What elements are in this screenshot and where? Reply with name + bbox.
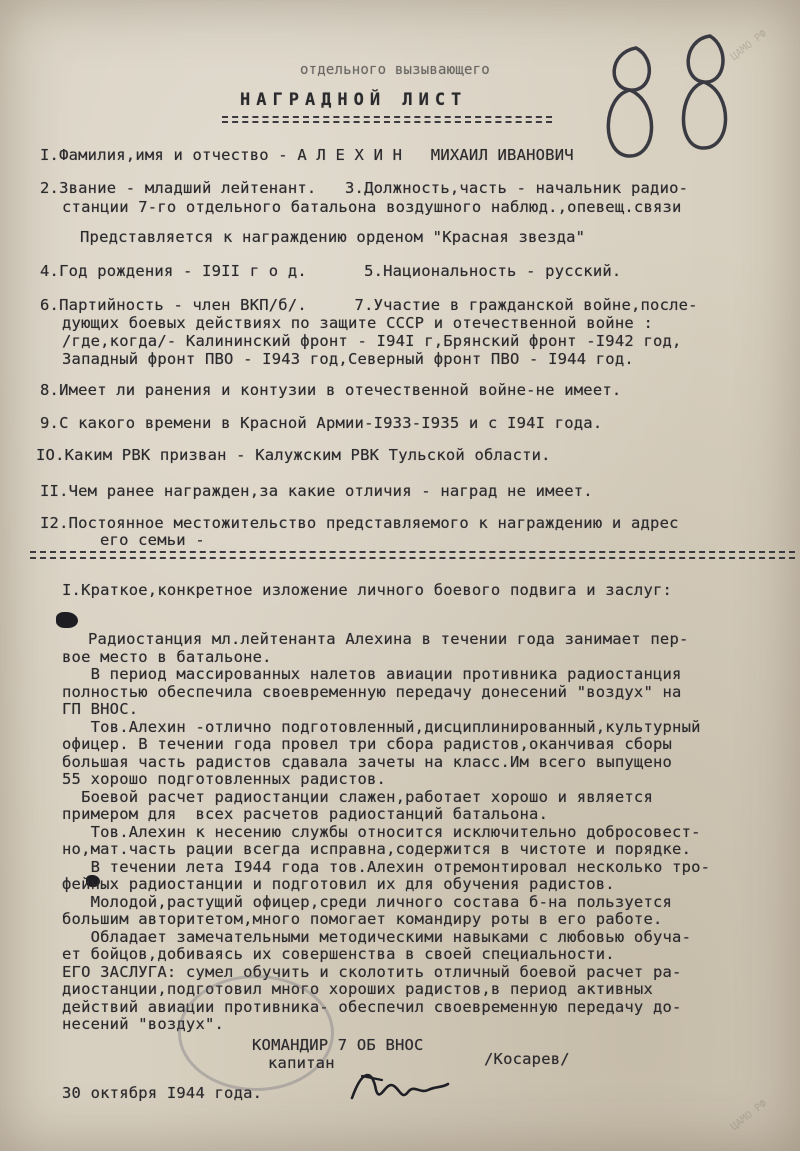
- section-separator-2: [30, 557, 795, 559]
- field-party-participation: 6.Партийность - член ВКП/б/. 7.Участие в гражданской войне,после-: [40, 296, 698, 314]
- document-title: НАГРАДНОЙ ЛИСТ: [240, 90, 468, 110]
- commander-title: КОМАНДИР 7 ОБ ВНОС: [252, 1036, 424, 1054]
- body-line: но,мат.часть рации всегда исправна,содержится в чистоте и порядке.: [62, 840, 692, 858]
- body-line: Молодой,растущий офицер,среди личного состава б-на пользуется: [62, 893, 673, 911]
- body-line: Радиостанция мл.лейтенанта Алехина в течении года занимает пер-: [88, 630, 689, 648]
- body-line: Тов.Алехин -отлично подготовленный,дисциплинированный,культурный: [62, 718, 701, 736]
- official-stamp: [178, 975, 334, 1091]
- field-birth-nationality: 4.Год рождения - I9II г о д. 5.Национальность - русский.: [40, 262, 622, 280]
- body-line: В течении лета I944 года тов.Алехин отремонтировал несколько тро-: [62, 858, 711, 876]
- body-line: большим авторитетом,много помогает командиру роты в его работе.: [62, 910, 663, 928]
- commander-name: /Косарев/: [484, 1050, 570, 1068]
- body-line: диостанции,подготовил много хороших радистов,в период активных: [62, 980, 653, 998]
- nomination-line: Представляется к награждению орденом "Красная звезда": [80, 228, 586, 246]
- body-line: ет бойцов,добиваясь их совершенства в своей специальности.: [62, 945, 615, 963]
- body-line: большая часть радистов сдавала зачеты на класс.Им всего выпущено: [62, 753, 673, 771]
- field-conscription: IO.Каким РВК призван - Калужским РВК Тульской области.: [36, 446, 551, 464]
- body-line: фейных радиостанции и подготовил их для обучения радистов.: [62, 875, 615, 893]
- section-heading: I.Краткое,конкретное изложение личного боевого подвига и заслуг:: [62, 581, 673, 599]
- body-line: Обладает замечательными методическими навыками с любовью обуча-: [62, 928, 692, 946]
- body-line: примером для всех расчетов радиостанций батальона.: [62, 805, 549, 823]
- document-date: 30 октября I944 года.: [62, 1084, 263, 1102]
- field-rank-position: 2.Звание - младший лейтенант. 3.Должность,часть - начальник радио-: [40, 179, 689, 197]
- faint-header-text: отдельного вызывающего: [300, 62, 490, 78]
- archive-watermark: ЦАМО РФ: [729, 1098, 770, 1133]
- title-underline-2: [222, 121, 552, 123]
- field-residence-cont: его семьи -: [100, 531, 205, 549]
- handwritten-number-88: [598, 18, 758, 168]
- body-line: Боевой расчет радиостанции слажен,работает хорошо и является: [62, 788, 653, 806]
- body-line: действий авиации противника- обеспечил своевременную передачу до-: [62, 998, 682, 1016]
- body-line: Тов.Алехин к несению службы относится исключительно добросовест-: [62, 823, 701, 841]
- field-residence: I2.Постоянное местожительство представляемого к награждению и адрес: [40, 514, 679, 532]
- body-line: ГП ВНОС.: [62, 700, 139, 718]
- commander-rank: капитан: [268, 1054, 335, 1072]
- field-participation-cont-1: дующих боевых действиях по защите СССР и отечественной войне :: [62, 314, 653, 332]
- section-separator: [30, 551, 795, 553]
- archive-watermark: ЦАМО РФ: [729, 28, 770, 63]
- field-prior-awards: II.Чем ранее награжден,за какие отличия - наград не имеет.: [40, 482, 593, 500]
- field-participation-cont-2: /где,когда/- Калининский фронт - I94I г,Брянский фронт -I942 год,: [62, 332, 682, 350]
- handwritten-signature: [342, 1060, 452, 1110]
- ink-blot: [56, 612, 78, 628]
- body-line: В период массированных налетов авиации противника радиостанция: [62, 665, 682, 683]
- field-full-name: I.Фамилия,имя и отчество - А Л Е Х И Н МИХАИЛ ИВАНОВИЧ: [40, 146, 574, 164]
- field-position-cont: станции 7-го отдельного батальона воздушного наблюд.,опевещ.связи: [62, 198, 682, 216]
- body-line: вое место в батальоне.: [62, 648, 272, 666]
- body-line: ЕГО ЗАСЛУГА: сумел обучить и сколотить отличный боевой расчет ра-: [62, 963, 682, 981]
- body-line: офицер. В течении года провел три сбора радистов,оканчивая сборы: [62, 735, 673, 753]
- field-wounds: 8.Имеет ли ранения и контузии в отечественной войне-не имеет.: [40, 381, 622, 399]
- field-army-since: 9.С какого времени в Красной Армии-I933-I935 и с I94I года.: [40, 414, 603, 432]
- title-underline: [222, 116, 552, 118]
- body-line: несений "воздух".: [62, 1015, 225, 1033]
- field-participation-cont-3: Западный фронт ПВО - I943 год,Северный фронт ПВО - I944 год.: [62, 350, 634, 368]
- body-line: полностью обеспечила своевременную передачу донесений "воздух" на: [62, 683, 682, 701]
- body-line: 55 хорошо подготовленных радистов.: [62, 770, 387, 788]
